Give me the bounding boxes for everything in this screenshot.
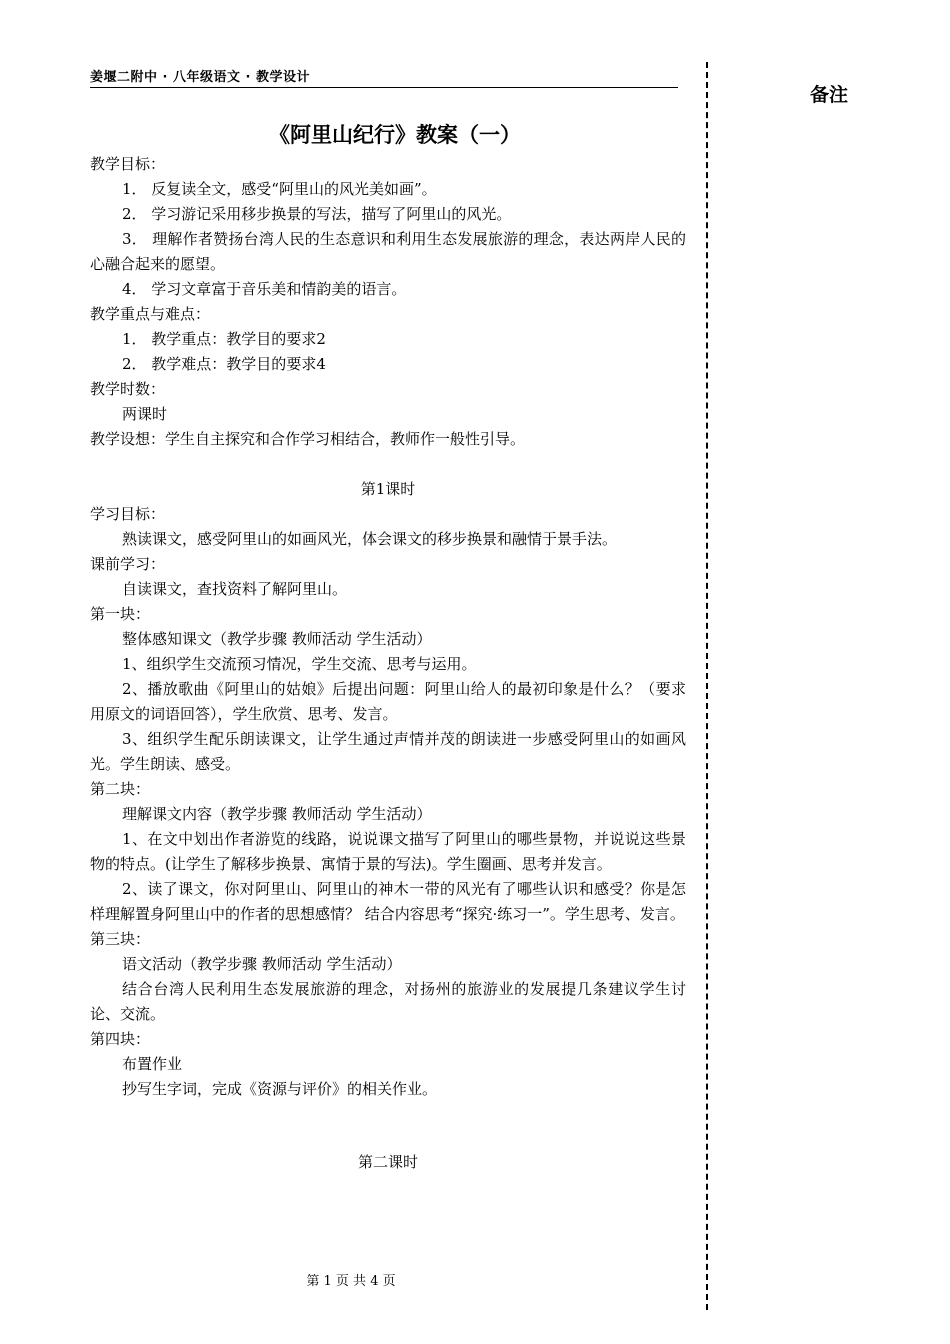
block2-item: 2、读了课文，你对阿里山、阿里山的神木一带的风光有了哪些认识和感受？你是怎样理解置身阿里山中的作者的思想感情？ 结合内容思考“探究·练习一”。学生思考、发言。	[90, 880, 686, 923]
goal-text: 熟读课文，感受阿里山的如画风光，体会课文的移步换景和融情于景手法。	[122, 530, 618, 548]
prep-text: 自读课文，查找资料了解阿里山。	[122, 580, 348, 598]
lesson1-title: 第1课时	[360, 480, 416, 498]
document-body	[90, 118, 686, 1175]
hours-value: 两课时	[122, 405, 168, 423]
block1-item: 3、组织学生配乐朗读课文，让学生通过声情并茂的朗读进一步感受阿里山的如画风光。学生朗读、感受。	[90, 730, 686, 773]
block4-heading: 第四块：	[90, 1030, 151, 1048]
document-title: 《阿里山纪行》教案（一）	[269, 123, 521, 147]
design-text: 教学设想：学生自主探究和合作学习相结合，教师作一般性引导。	[90, 430, 526, 448]
block3-text: 结合台湾人民利用生态发展旅游的理念，对扬州的旅游业的发展提几条建议学生讨论、交流。	[90, 980, 686, 1023]
block1-heading: 第一块：	[90, 605, 151, 623]
objective-item: 1． 反复读全文，感受“阿里山的风光美如画”。	[122, 180, 437, 198]
lesson2-title: 第二课时	[357, 1153, 418, 1171]
key-point-item: 2． 教学难点：教学目的要求4	[122, 355, 326, 373]
objective-item: 2． 学习游记采用移步换景的写法，描写了阿里山的风光。	[122, 205, 512, 223]
block3-subtitle: 语文活动（教学步骤 教师活动 学生活动）	[122, 955, 402, 973]
block2-heading: 第二块：	[90, 780, 151, 798]
page-footer: 第 1 页 共 4 页	[306, 1274, 396, 1289]
block1-item: 1、组织学生交流预习情况，学生交流、思考与运用。	[122, 655, 477, 673]
block1-item: 2、播放歌曲《阿里山的姑娘》后提出问题：阿里山给人的最初印象是什么？（要求用原文的词语回答），学生欣赏、思考、发言。	[90, 680, 686, 723]
dashed-divider	[706, 62, 708, 1310]
notes-label: 备注	[810, 84, 849, 106]
objective-item: 3． 理解作者赞扬台湾人民的生态意识和利用生态发展旅游的理念，表达两岸人民的心融合起来的愿望。	[90, 230, 686, 273]
objective-item: 4． 学习文章富于音乐美和情韵美的语言。	[122, 280, 407, 298]
block2-item: 1、在文中划出作者游览的线路，说说课文描写了阿里山的哪些景物，并说说这些景物的特点。(让学生了解移步换景、寓情于景的写法)。学生圈画、思考并发言。	[90, 830, 686, 873]
block2-subtitle: 理解课文内容（教学步骤 教师活动 学生活动）	[122, 805, 432, 823]
hours-heading: 教学时数：	[90, 380, 166, 398]
page-header: 姜堰二附中 · 八年级语文 · 教学设计	[90, 66, 678, 88]
block4-text: 抄写生字词，完成《资源与评价》的相关作业。	[122, 1080, 438, 1098]
block3-heading: 第三块：	[90, 930, 151, 948]
prep-heading: 课前学习：	[90, 555, 166, 573]
objectives-heading: 教学目标：	[90, 155, 166, 173]
key-point-item: 1． 教学重点：教学目的要求2	[122, 330, 326, 348]
key-points-heading: 教学重点与难点：	[90, 305, 211, 323]
goal-heading: 学习目标：	[90, 505, 166, 523]
block4-subtitle: 布置作业	[122, 1055, 183, 1073]
block1-subtitle: 整体感知课文（教学步骤 教师活动 学生活动）	[122, 630, 432, 648]
